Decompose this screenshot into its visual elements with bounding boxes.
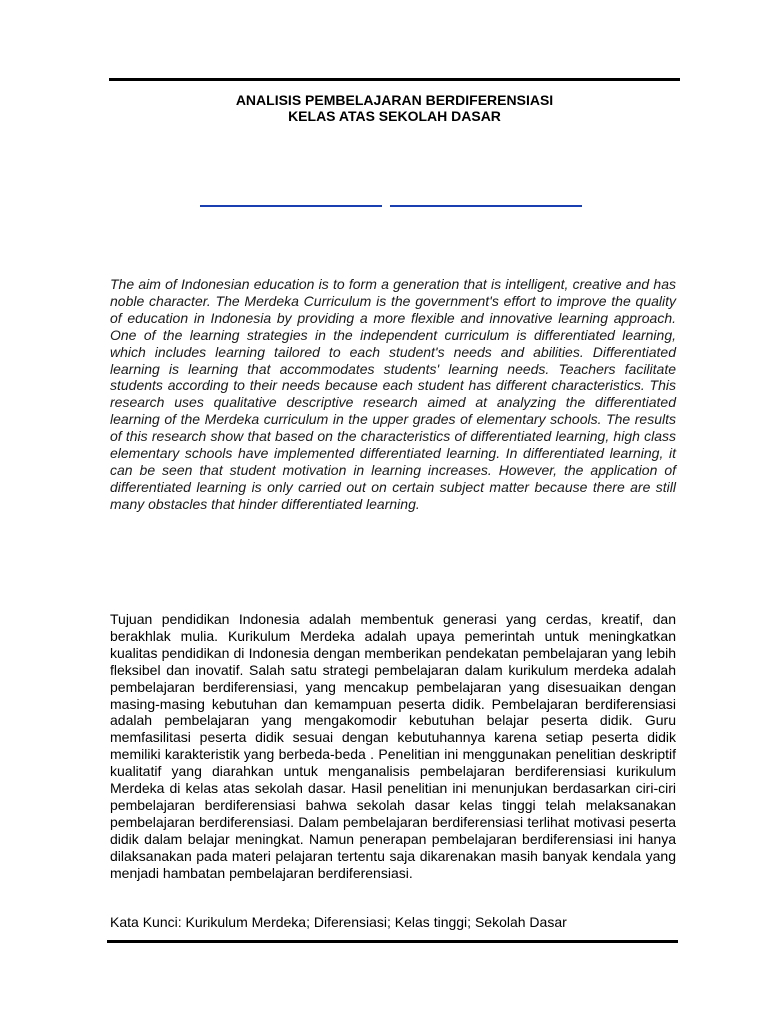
bottom-rule	[107, 940, 678, 943]
abstract-indonesian: Tujuan pendidikan Indonesia adalah membentuk generasi yang cerdas, kreatif, dan berakhlak mulia. Kurikulum Merdeka adalah upaya pemerintah untuk meningkatkan kualitas pendidikan di Indonesia dengan memberikan pendekatan pembelajaran yang lebih fleksibel dan inovatif. Salah satu strategi pembelajaran dalam kurikulum merdeka adalah pembelajaran berdiferensiasi, yang mencakup pembelajaran yang disesuaikan dengan masing-masing kebutuhan dan kemampuan peserta didik. Pembelajaran berdiferensiasi adalah pembelajaran yang mengakomodir kebutuhan belajar peserta didik. Guru memfasilitasi peserta didik sesuai dengan kebutuhannya karena setiap peserta didik memiliki karakteristik yang berbeda-beda . Penelitian ini menggunakan penelitian deskriptif kualitatif yang diarahkan untuk menganalisis pembelajaran berdiferensiasi kurikulum Merdeka di kelas atas sekolah dasar. Hasil penelitian ini menunjukan berdasarkan ciri-ciri pembelajaran berdiferensiasi bahwa sekolah dasar kelas tinggi telah melaksanakan pembelajaran berdiferensiasi. Dalam pembelajaran berdiferensiasi terlihat motivasi peserta didik dalam belajar meningkat. Namun penerapan pembelajaran berdiferensiasi ini hanya dilaksanakan pada materi pelajaran tertentu saja dikarenakan masih banyak kendala yang menjadi hambatan pembelajaran berdiferensiasi.	[110, 611, 676, 881]
author-link-2[interactable]	[390, 205, 582, 207]
top-rule	[109, 78, 680, 81]
author-link-1[interactable]	[200, 205, 382, 207]
title-line-1: ANALISIS PEMBELAJARAN BERDIFERENSIASI	[235, 92, 554, 108]
paper-title	[109, 92, 680, 124]
title-line-2: KELAS ATAS SEKOLAH DASAR	[288, 108, 501, 124]
keywords: Kata Kunci: Kurikulum Merdeka; Diferensiasi; Kelas tinggi; Sekolah Dasar	[110, 914, 567, 930]
abstract-english: The aim of Indonesian education is to form a generation that is intelligent, creative and has noble character. The Merdeka Curriculum is the government's effort to improve the quality of education in Indonesia by providing a more flexible and innovative learning approach. One of the learning strategies in the independent curriculum is differentiated learning, which includes learning tailored to each student's needs and abilities. Differentiated learning is learning that accommodates students' learning needs. Teachers facilitate students according to their needs because each student has different characteristics. This research uses qualitative descriptive research aimed at analyzing the differentiated learning of the Merdeka curriculum in the upper grades of elementary schools. The results of this research show that based on the characteristics of differentiated learning, high class elementary schools have implemented differentiated learning. In differentiated learning, it can be seen that student motivation in learning increases. However, the application of differentiated learning is only carried out on certain subject matter because there are still many obstacles that hinder differentiated learning.	[110, 276, 676, 512]
